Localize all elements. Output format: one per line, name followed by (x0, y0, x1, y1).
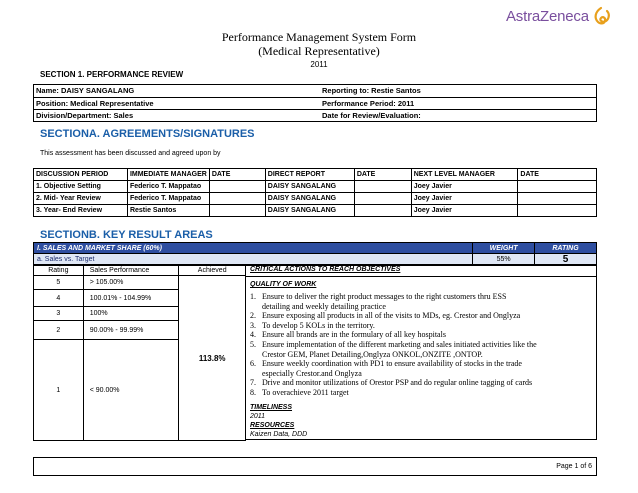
item-number: 5. (250, 339, 256, 349)
item-number: 6. (250, 359, 256, 369)
page-footer (33, 457, 597, 476)
list-item (250, 292, 592, 302)
col-header: DISCUSSION PERIOD (34, 169, 128, 181)
employee-info-box (33, 84, 597, 122)
col-header: IMMEDIATE MANAGER (127, 169, 209, 181)
item-text: Crestor GEM, Planet Detailing,Onglyza ONKOL,ONZITE ,ONTOP. (262, 349, 483, 359)
list-item (250, 330, 592, 340)
performance-period: Performance Period: 2011 (322, 99, 415, 108)
table-cell (518, 205, 597, 217)
assessment-note: This assessment has been discussed and agreed upon by (40, 150, 221, 157)
table-cell (209, 181, 265, 193)
table-cell (209, 205, 265, 217)
list-item (250, 369, 592, 379)
form-title: Performance Management System Form (221, 30, 417, 44)
item-number: 1. (250, 292, 256, 301)
col-header: DATE (518, 169, 597, 181)
list-item (250, 321, 592, 331)
kra-header-table (33, 242, 597, 266)
item-text: detailing and weekly detailing practice (262, 301, 386, 311)
page-number: Page 1 of 6 (556, 463, 592, 470)
item-text: Ensure to deliver the right product messages to the right customers thru ESS (262, 292, 507, 301)
resources-value: Kaizen Data, DDD (250, 431, 308, 438)
item-number: 4. (250, 330, 256, 340)
table-cell: DAISY SANGALANG (265, 193, 354, 205)
table-row (34, 193, 597, 205)
col-header: Sales Performance (83, 265, 179, 276)
table-cell: Federico T. Mappatao (127, 193, 209, 205)
critical-actions-heading: CRITICAL ACTIONS TO REACH OBJECTIVES (250, 266, 401, 273)
kra-title: I. SALES AND MARKET SHARE (60%) (34, 243, 473, 254)
agreements-table (33, 168, 597, 217)
range-cell: 100.01% - 104.99% (83, 290, 179, 307)
col-header: DATE (209, 169, 265, 181)
rating-label: RATING (535, 243, 597, 254)
item-text: Ensure implementation of the different marketing and sales initiated activities like the (262, 339, 537, 349)
table-cell (354, 181, 411, 193)
table-cell (354, 193, 411, 205)
item-text: Ensure all brands are in the formulary of all key hospitals (262, 330, 446, 340)
division-department: Division/Department: Sales (36, 111, 134, 120)
astrazeneca-logo (506, 6, 612, 28)
timeliness-heading: TIMELINESS (250, 404, 293, 411)
logo-swirl-icon (590, 6, 612, 28)
item-text: To overachieve 2011 target (262, 387, 349, 397)
table-cell: DAISY SANGALANG (265, 205, 354, 217)
list-item (250, 359, 592, 369)
form-subtitle: (Medical Representative) (258, 44, 380, 58)
table-cell: 3. Year- End Review (34, 205, 128, 217)
kra-title-row (34, 243, 597, 254)
col-header: Rating (34, 265, 84, 276)
resources-heading: RESOURCES (250, 422, 295, 429)
list-item (250, 350, 592, 360)
achieved-value: 113.8% (179, 276, 246, 441)
rating-cell: 2 (34, 321, 84, 340)
weight-value: 55% (473, 254, 535, 266)
perf-header-row (34, 265, 246, 276)
list-item (250, 388, 592, 398)
sub-kra-label: a. Sales vs. Target (34, 254, 473, 266)
range-cell: 100% (83, 307, 179, 321)
table-cell: Restie Santos (127, 205, 209, 217)
table-cell: 2. Mid- Year Review (34, 193, 128, 205)
employee-name: Name: DAISY SANGALANG (36, 86, 135, 95)
col-header: DIRECT REPORT (265, 169, 354, 181)
col-header: NEXT LEVEL MANAGER (411, 169, 518, 181)
rating-cell: 4 (34, 290, 84, 307)
table-cell: DAISY SANGALANG (265, 181, 354, 193)
table-cell (209, 193, 265, 205)
rating-value: 5 (535, 254, 597, 266)
table-cell (518, 193, 597, 205)
col-header: DATE (354, 169, 411, 181)
item-text: Drive and monitor utilizations of Orestor PSP and do regular online tagging of cards (262, 378, 533, 388)
logo-text: AstraZeneca (506, 8, 589, 25)
table-row (34, 276, 246, 290)
item-number: 3. (250, 320, 256, 330)
performance-scale-table (33, 264, 246, 441)
table-cell: Joey Javier (411, 181, 518, 193)
range-cell: < 90.00% (83, 340, 179, 441)
employee-position: Position: Medical Representative (36, 99, 154, 108)
rating-cell: 5 (34, 276, 84, 290)
list-item (250, 302, 592, 312)
sectionA-heading: SECTIONA. AGREEMENTS/SIGNATURES (40, 128, 255, 140)
table-cell: Joey Javier (411, 205, 518, 217)
divider (246, 276, 596, 277)
reporting-to: Reporting to: Restie Santos (322, 86, 421, 95)
rating-cell: 3 (34, 307, 84, 321)
timeliness-value: 2011 (250, 413, 266, 420)
list-item (250, 378, 592, 388)
quality-of-work-heading: QUALITY OF WORK (250, 281, 317, 288)
review-date: Date for Review/Evaluation: (322, 111, 421, 120)
table-cell: Federico T. Mappatao (127, 181, 209, 193)
section1-heading: SECTION 1. PERFORMANCE REVIEW (40, 70, 184, 79)
range-cell: > 105.00% (83, 276, 179, 290)
agreements-header-row (34, 169, 597, 181)
info-row (34, 85, 596, 97)
critical-actions-box (246, 264, 597, 440)
table-row (34, 205, 597, 217)
table-cell (354, 205, 411, 217)
table-cell: 1. Objective Setting (34, 181, 128, 193)
item-text: especially Crestor.and Onglyza (262, 368, 362, 378)
info-row (34, 97, 596, 109)
item-text: Ensure exposing all products in all of the visits to MDs, eg. Crestor and Onglyza (262, 311, 521, 321)
table-cell (518, 181, 597, 193)
form-year: 2011 (310, 60, 328, 69)
weight-label: WEIGHT (473, 243, 535, 254)
col-header: Achieved (179, 265, 246, 276)
sectionB-heading: SECTIONB. KEY RESULT AREAS (40, 229, 213, 241)
range-cell: 90.00% - 99.99% (83, 321, 179, 340)
actions-list (250, 292, 592, 398)
item-number: 2. (250, 311, 256, 321)
item-number: 7. (250, 378, 256, 388)
info-row (34, 109, 596, 121)
item-number: 8. (250, 387, 256, 397)
list-item (250, 311, 592, 321)
rating-cell: 1 (34, 340, 84, 441)
item-text: To develop 5 KOLs in the territory. (262, 320, 375, 330)
list-item (250, 340, 592, 350)
table-row (34, 181, 597, 193)
table-cell: Joey Javier (411, 193, 518, 205)
item-text: Ensure weekly coordination with PD1 to ensure availability of stocks in the trade (262, 359, 522, 369)
